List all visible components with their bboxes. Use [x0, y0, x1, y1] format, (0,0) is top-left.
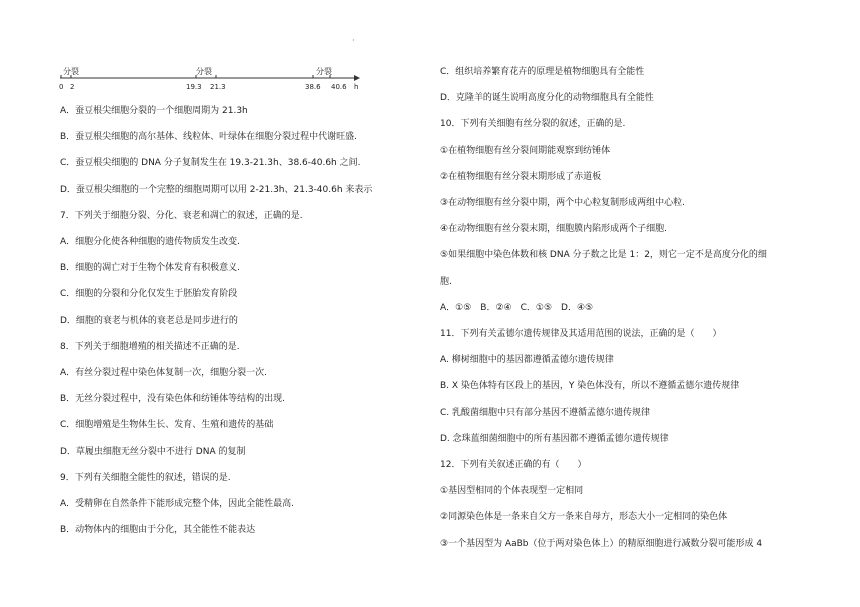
right-line: D．克隆羊的诞生说明高度分化的动物细胞具有全能性 — [440, 93, 654, 104]
right-line: ③在动物细胞有丝分裂中期，两个中心粒复制形成两组中心粒. — [440, 198, 685, 208]
axis-arrow — [354, 75, 360, 81]
left-line: B．动物体内的细胞由于分化，其全能性不能表达 — [60, 525, 256, 536]
tick-label-h: h — [354, 83, 359, 91]
left-line: D．草履虫细胞无丝分裂中不进行 DNA 的复制 — [60, 446, 246, 457]
tick-label-40.6: 40.6 — [331, 83, 347, 91]
right-line: ⑤如果细胞中染色体数和核 DNA 分子数之比是 1：2，则它一定不是高度分化的细 — [440, 250, 767, 261]
right-line: B. X 染色体特有区段上的基因，Y 染色体没有，所以不遵循孟德尔遗传规律 — [440, 381, 740, 392]
left-line: A．受精卵在自然条件下能形成完整个体，因此全能性最高. — [60, 499, 295, 509]
right-line: 胞. — [440, 276, 452, 287]
phase-label-3: 分裂 — [316, 67, 332, 76]
right-line: ②在植物细胞有丝分裂末期形成了赤道板 — [440, 171, 602, 182]
right-line: A．①⑤ B．②④ C．①⑤ D．④⑤ — [440, 302, 594, 313]
left-line: B．蚕豆根尖细胞的高尔基体、线粒体、叶绿体在细胞分裂过程中代谢旺盛. — [60, 132, 358, 143]
right-line: C．组织培养繁育花卉的原理是植物细胞具有全能性 — [440, 67, 645, 77]
tick-label-19.3: 19.3 — [186, 83, 202, 91]
left-line: 8．下列关于细胞增殖的相关描述不正确的是. — [60, 341, 240, 352]
left-line: D．细胞的衰老与机体的衰老总是同步进行的 — [60, 315, 238, 326]
left-line: 7．下列关于细胞分裂、分化、衰老和凋亡的叙述，正确的是. — [60, 210, 303, 221]
right-line: ①在植物细胞有丝分裂间期能观察到纺锤体 — [440, 145, 611, 156]
page-mark: · — [352, 36, 355, 45]
left-line: A．蚕豆根尖细胞分裂的一个细胞周期为 21.3h — [60, 106, 248, 116]
phase-label-1: 分裂 — [63, 67, 79, 76]
right-line: ④在动物细胞有丝分裂末期，细胞膜内陷形成两个子细胞. — [440, 224, 667, 235]
left-line: A．有丝分裂过程中染色体复制一次，细胞分裂一次. — [60, 368, 268, 378]
tick-label-2: 2 — [70, 83, 75, 91]
left-line: C．细胞增殖是生物体生长、发育、生殖和遗传的基础 — [60, 420, 274, 431]
left-line: A．细胞分化使各种细胞的遗传物质发生改变. — [60, 237, 241, 247]
right-line: ③一个基因型为 AaBb（位于两对染色体上）的精原细胞进行减数分裂可能形成 4 — [440, 538, 763, 549]
left-line: B．无丝分裂过程中，没有染色体和纺锤体等结构的出现. — [60, 394, 286, 405]
right-line: D. 念珠蓝细菌细胞中的所有基因都不遵循孟德尔遗传规律 — [440, 433, 669, 444]
right-line: 11．下列有关孟德尔遗传规律及其适用范围的说法，正确的是（ ） — [440, 329, 722, 339]
right-line: 10．下列有关细胞有丝分裂的叙述，正确的是. — [440, 119, 626, 130]
right-line: C. 乳酸菌细胞中只有部分基因不遵循孟德尔遗传规律 — [440, 407, 651, 418]
left-line: B．细胞的凋亡对于生物个体发育有积极意义. — [60, 263, 241, 274]
left-line: C．细胞的分裂和分化仅发生于胚胎发育阶段 — [60, 289, 238, 300]
tick-label-0: 0 — [59, 83, 64, 91]
right-line: ①基因型相同的个体表现型一定相同 — [440, 486, 584, 497]
right-line: 12．下列有关叙述正确的有（ ） — [440, 460, 587, 470]
left-line: 9．下列有关细胞全能性的叙述，错误的是. — [60, 472, 231, 483]
right-line: A. 柳树细胞中的基因都遵循孟德尔遗传规律 — [440, 355, 614, 366]
tick-label-21.3: 21.3 — [210, 83, 226, 91]
cell-cycle-timeline — [58, 62, 368, 94]
left-line: C．蚕豆根尖细胞的 DNA 分子复制发生在 19.3-21.3h、38.6-40.6h 之间. — [60, 158, 361, 169]
tick-label-38.6: 38.6 — [305, 83, 321, 91]
left-line: D．蚕豆根尖细胞的一个完整的细胞周期可以用 2-21.3h、21.3-40.6h 来表示 — [60, 184, 373, 195]
phase-label-2: 分裂 — [196, 67, 212, 76]
right-line: ②同源染色体是一条来自父方一条来自母方，形态大小一定相同的染色体 — [440, 512, 728, 523]
